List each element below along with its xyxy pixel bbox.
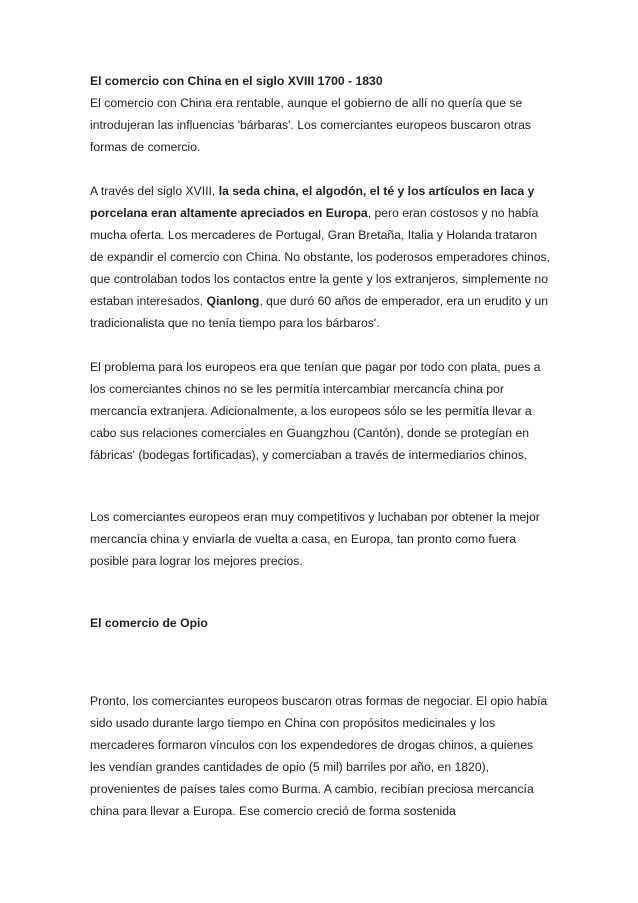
- paragraph-intro: El comercio con China era rentable, aunque el gobierno de allí no quería que se introdujeran las influencias 'bárbaras'. Los comerciantes europeos buscaron otras formas de comercio.: [90, 96, 531, 154]
- document-body: [90, 70, 550, 822]
- paragraph-opium: Pronto, los comerciantes europeos buscaron otras formas de negociar. El opio había sido usado durante largo tiempo en China con propósitos medicinales y los mercaderes formaron vínculos con los expendedores de drogas chinos, a quienes les vendían grandes cantidades de opio (5 mil) barriles por año, en 1820), provenientes de países tales como Burma. A cambio, recibían preciosa mercancía china para llevar a Europa. Ese comercio creció de forma sostenida: [90, 694, 548, 818]
- p2-text-a: A través del siglo XVIII,: [90, 184, 219, 198]
- p2-text-c: , pero eran costosos y no había mucha oferta. Los mercaderes de Portugal, Gran Bretaña, Italia y Holanda trataron de expandir el comercio con China. No obstante, los poderosos emperadores chinos, que controlaban todos los contactos entre la gente y los extranjeros, simplemente no estaban interesados.: [90, 206, 551, 308]
- section-title-opium-trade: El comercio de Opio: [90, 616, 208, 630]
- section-title-china-trade: El comercio con China en el siglo XVIII 1700 - 1830: [90, 74, 383, 88]
- paragraph-competition: Los comerciantes europeos eran muy competitivos y luchaban por obtener la mejor mercancía china y enviarla de vuelta a casa, en Europa, tan pronto como fuera posible para lograr los mejores precios.: [90, 510, 540, 568]
- p2-text-e: , que duró 60 años de emperador, era un erudito y un tradicionalista que no tenía tiempo para los bárbaros'.: [90, 294, 548, 330]
- paragraph-silver-problem: El problema para los europeos era que tenían que pagar por todo con plata, pues a los comerciantes chinos no se les permitía intercambiar mercancía china por mercancía extranjera. Adicionalmente, a los europeos sólo se les permitía llevar a cabo sus relaciones comerciales en Guangzhou (Cantón), donde se protegían en fábricas' (bodegas fortificadas), y comerciaban a través de intermediarios chinos.: [90, 360, 541, 462]
- p2-bold-qianlong: Qianlong: [206, 294, 260, 308]
- p2-bold-goods: la seda china, el algodón, el té y los artículos en laca y porcelana eran altamente apreciados en Europa: [90, 184, 535, 220]
- paragraph-eighteenth-century: [90, 180, 550, 334]
